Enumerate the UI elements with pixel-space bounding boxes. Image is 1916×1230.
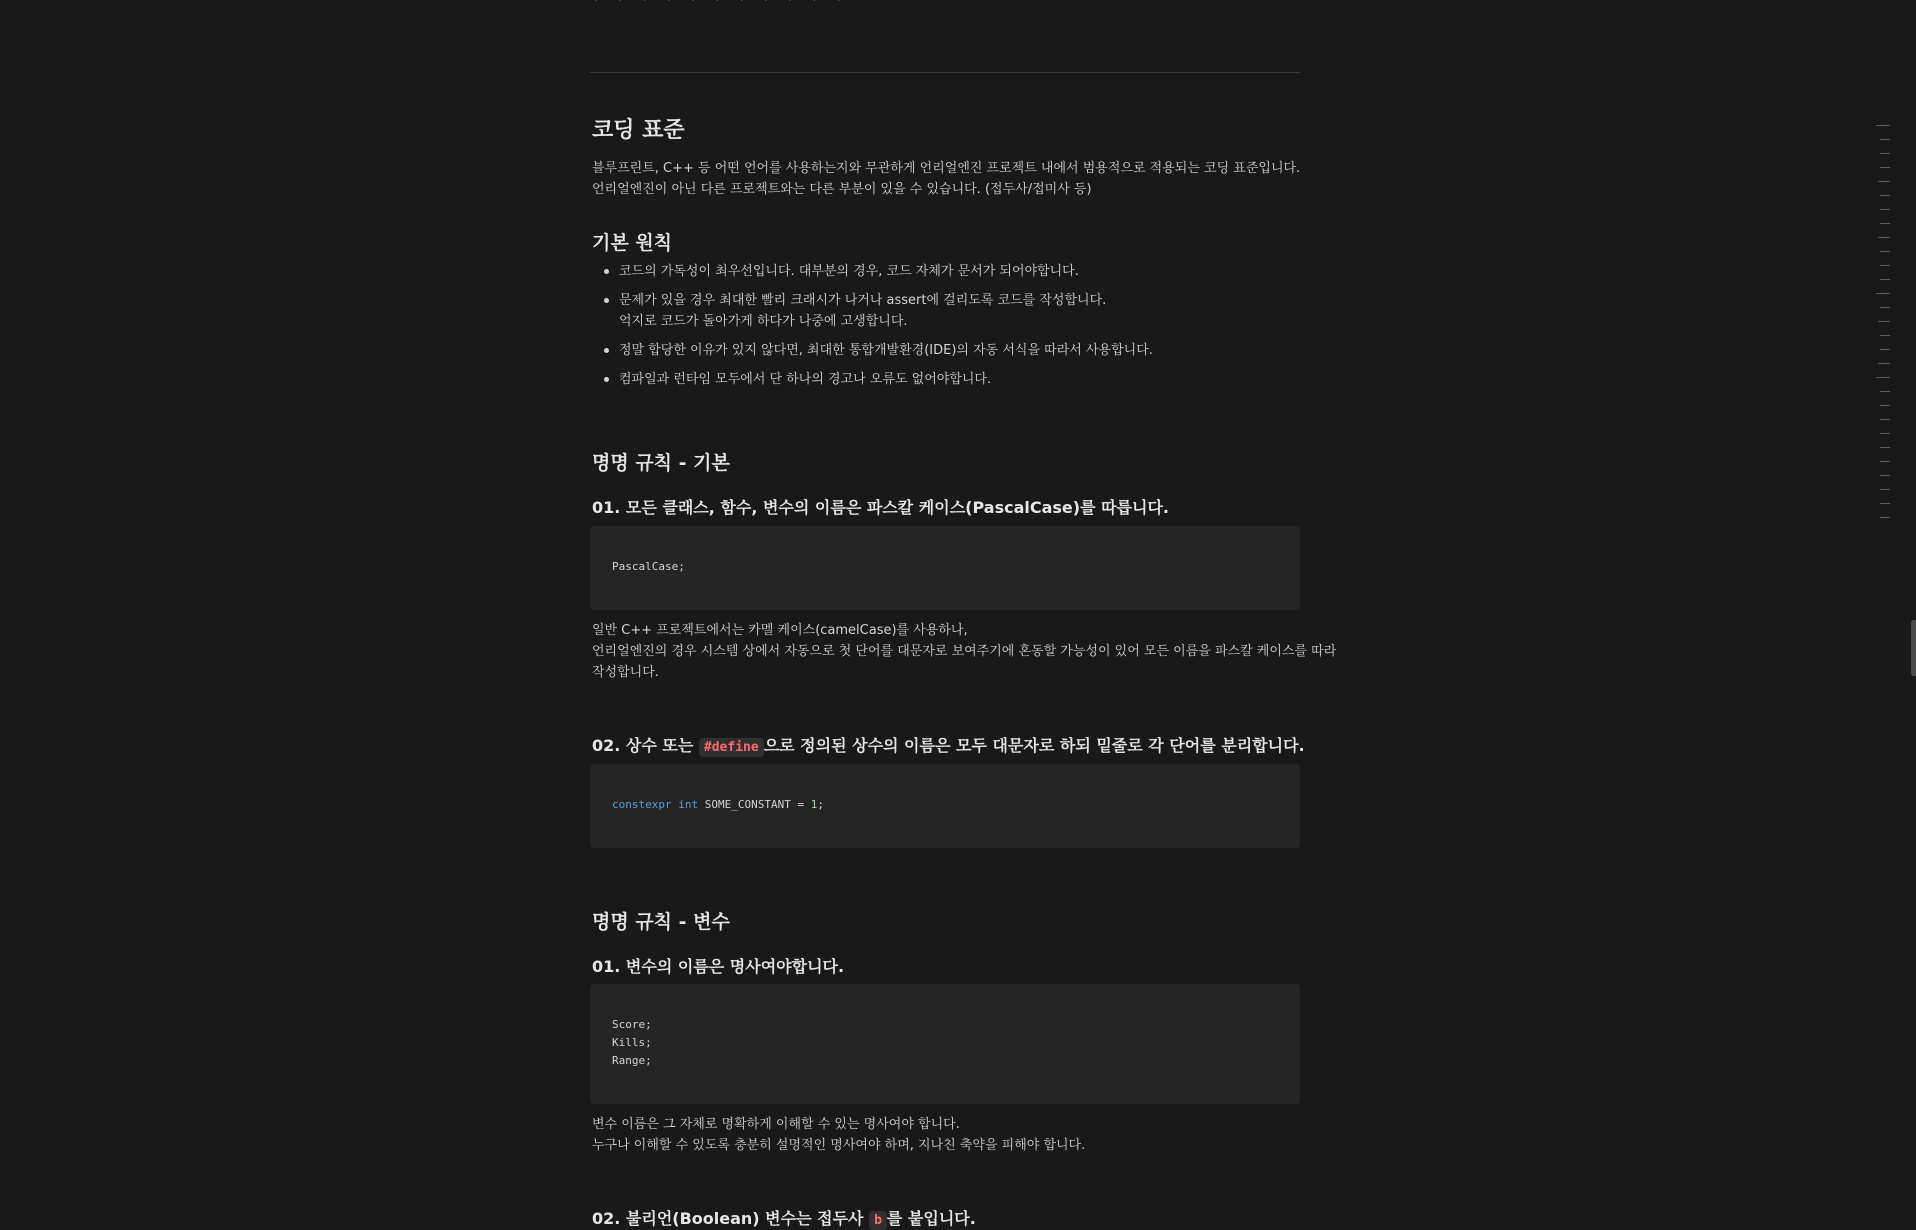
toc-mark[interactable] <box>1880 279 1890 280</box>
toc-mark[interactable] <box>1880 405 1890 406</box>
code-line: constexpr int SOME_CONSTANT = 1; <box>612 798 824 811</box>
inline-code-b: b <box>869 1211 887 1230</box>
basic-principles-list <box>592 261 1292 398</box>
noun-desc-line1: 변수 이름은 그 자체로 명확하게 이해할 수 있는 명사여야 합니다. <box>592 1117 960 1132</box>
heading-coding-standard: 코딩 표준 <box>592 118 685 143</box>
toc-mark[interactable] <box>1880 167 1890 168</box>
list-item: 문제가 있을 경우 최대한 빨리 크래시가 나거나 assert에 걸리도록 코드를 작성합니다. 억지로 코드가 돌아가게 하다가 나중에 고생합니다. <box>592 290 1292 332</box>
faded-heading-remnant <box>594 0 974 2</box>
toc-mark[interactable] <box>1876 293 1890 294</box>
pascal-case-desc-line2: 언리얼엔진의 경우 시스템 상에서 자동으로 첫 단어를 대문자로 보여주기에 혼동할 가능성이 있어 모든 이름을 파스칼 케이스를 따라 <box>592 644 1337 659</box>
section-divider <box>590 72 1300 73</box>
toc-mark[interactable] <box>1880 251 1890 252</box>
code-line: Score; <box>612 1018 652 1031</box>
toc-mark[interactable] <box>1876 377 1890 378</box>
toc-mark[interactable] <box>1880 153 1890 154</box>
list-item: 코드의 가독성이 최우선입니다. 대부분의 경우, 코드 자체가 문서가 되어야합니다. <box>592 261 1292 282</box>
rule-constants-title: 02. 상수 또는 #define 으로 정의된 상수의 이름은 모두 대문자로 하되 밑줄로 각 단어를 분리합니다. <box>592 736 1305 755</box>
list-item: 컴파일과 런타임 모두에서 단 하나의 경고나 오류도 없어야합니다. <box>592 369 1292 390</box>
toc-mark[interactable] <box>1880 391 1890 392</box>
rule-boolean-title: 02. 불리언(Boolean) 변수는 접두사 b 를 붙입니다. <box>592 1209 976 1228</box>
noun-desc-line2: 누구나 이해할 수 있도록 충분히 설명적인 명사여야 하며, 지나친 축약을 피해야 합니다. <box>592 1138 1086 1153</box>
code-block-pascal-case <box>590 526 1300 610</box>
heading-naming-basic: 명명 규칙 - 기본 <box>592 452 730 474</box>
code-line: Range; <box>612 1054 652 1067</box>
code-block-constant <box>590 764 1300 848</box>
toc-mark[interactable] <box>1880 335 1890 336</box>
toc-mark[interactable] <box>1880 223 1890 224</box>
toc-mark[interactable] <box>1880 195 1890 196</box>
heading-naming-variables: 명명 규칙 - 변수 <box>592 911 730 933</box>
coding-standard-desc-line1: 블루프린트, C++ 등 어떤 언어를 사용하는지와 무관하게 언리얼엔진 프로젝트 내에서 범용적으로 적용되는 코딩 표준입니다. <box>592 161 1301 176</box>
toc-mark[interactable] <box>1878 321 1890 322</box>
toc-mark[interactable] <box>1880 517 1890 518</box>
rule-noun-title: 01. 변수의 이름은 명사여야합니다. <box>592 957 845 976</box>
toc-mark[interactable] <box>1880 139 1890 140</box>
code-line: Kills; <box>612 1036 652 1049</box>
toc-mark[interactable] <box>1880 419 1890 420</box>
code-line: PascalCase; <box>612 560 685 573</box>
toc-mark[interactable] <box>1878 181 1890 182</box>
code-block-variables <box>590 984 1300 1104</box>
toc-mark[interactable] <box>1876 125 1890 126</box>
pascal-case-desc-line1: 일반 C++ 프로젝트에서는 카멜 케이스(camelCase)를 사용하나, <box>592 623 968 638</box>
toc-mark[interactable] <box>1878 237 1890 238</box>
toc-mark[interactable] <box>1878 363 1890 364</box>
list-item: 정말 합당한 이유가 있지 않다면, 최대한 통합개발환경(IDE)의 자동 서식을 따라서 사용합니다. <box>592 340 1292 361</box>
toc-mark[interactable] <box>1880 447 1890 448</box>
inline-code-define: #define <box>699 738 764 757</box>
toc-mark[interactable] <box>1880 475 1890 476</box>
scrollbar-thumb[interactable] <box>1911 620 1916 676</box>
toc-mark[interactable] <box>1880 265 1890 266</box>
toc-mark[interactable] <box>1880 489 1890 490</box>
toc-mark[interactable] <box>1880 209 1890 210</box>
toc-mark[interactable] <box>1880 461 1890 462</box>
pascal-case-desc-line3: 작성합니다. <box>592 665 659 680</box>
coding-standard-desc-line2: 언리얼엔진이 아닌 다른 프로젝트와는 다른 부분이 있을 수 있습니다. (접두사/접미사 등) <box>592 182 1092 197</box>
rule-pascal-case-title: 01. 모든 클래스, 함수, 변수의 이름은 파스칼 케이스(PascalCase)를 따릅니다. <box>592 498 1170 517</box>
toc-mark[interactable] <box>1880 349 1890 350</box>
toc-mark[interactable] <box>1880 503 1890 504</box>
heading-basic-principles: 기본 원칙 <box>592 232 673 254</box>
toc-mark[interactable] <box>1880 307 1890 308</box>
toc-mark[interactable] <box>1880 433 1890 434</box>
